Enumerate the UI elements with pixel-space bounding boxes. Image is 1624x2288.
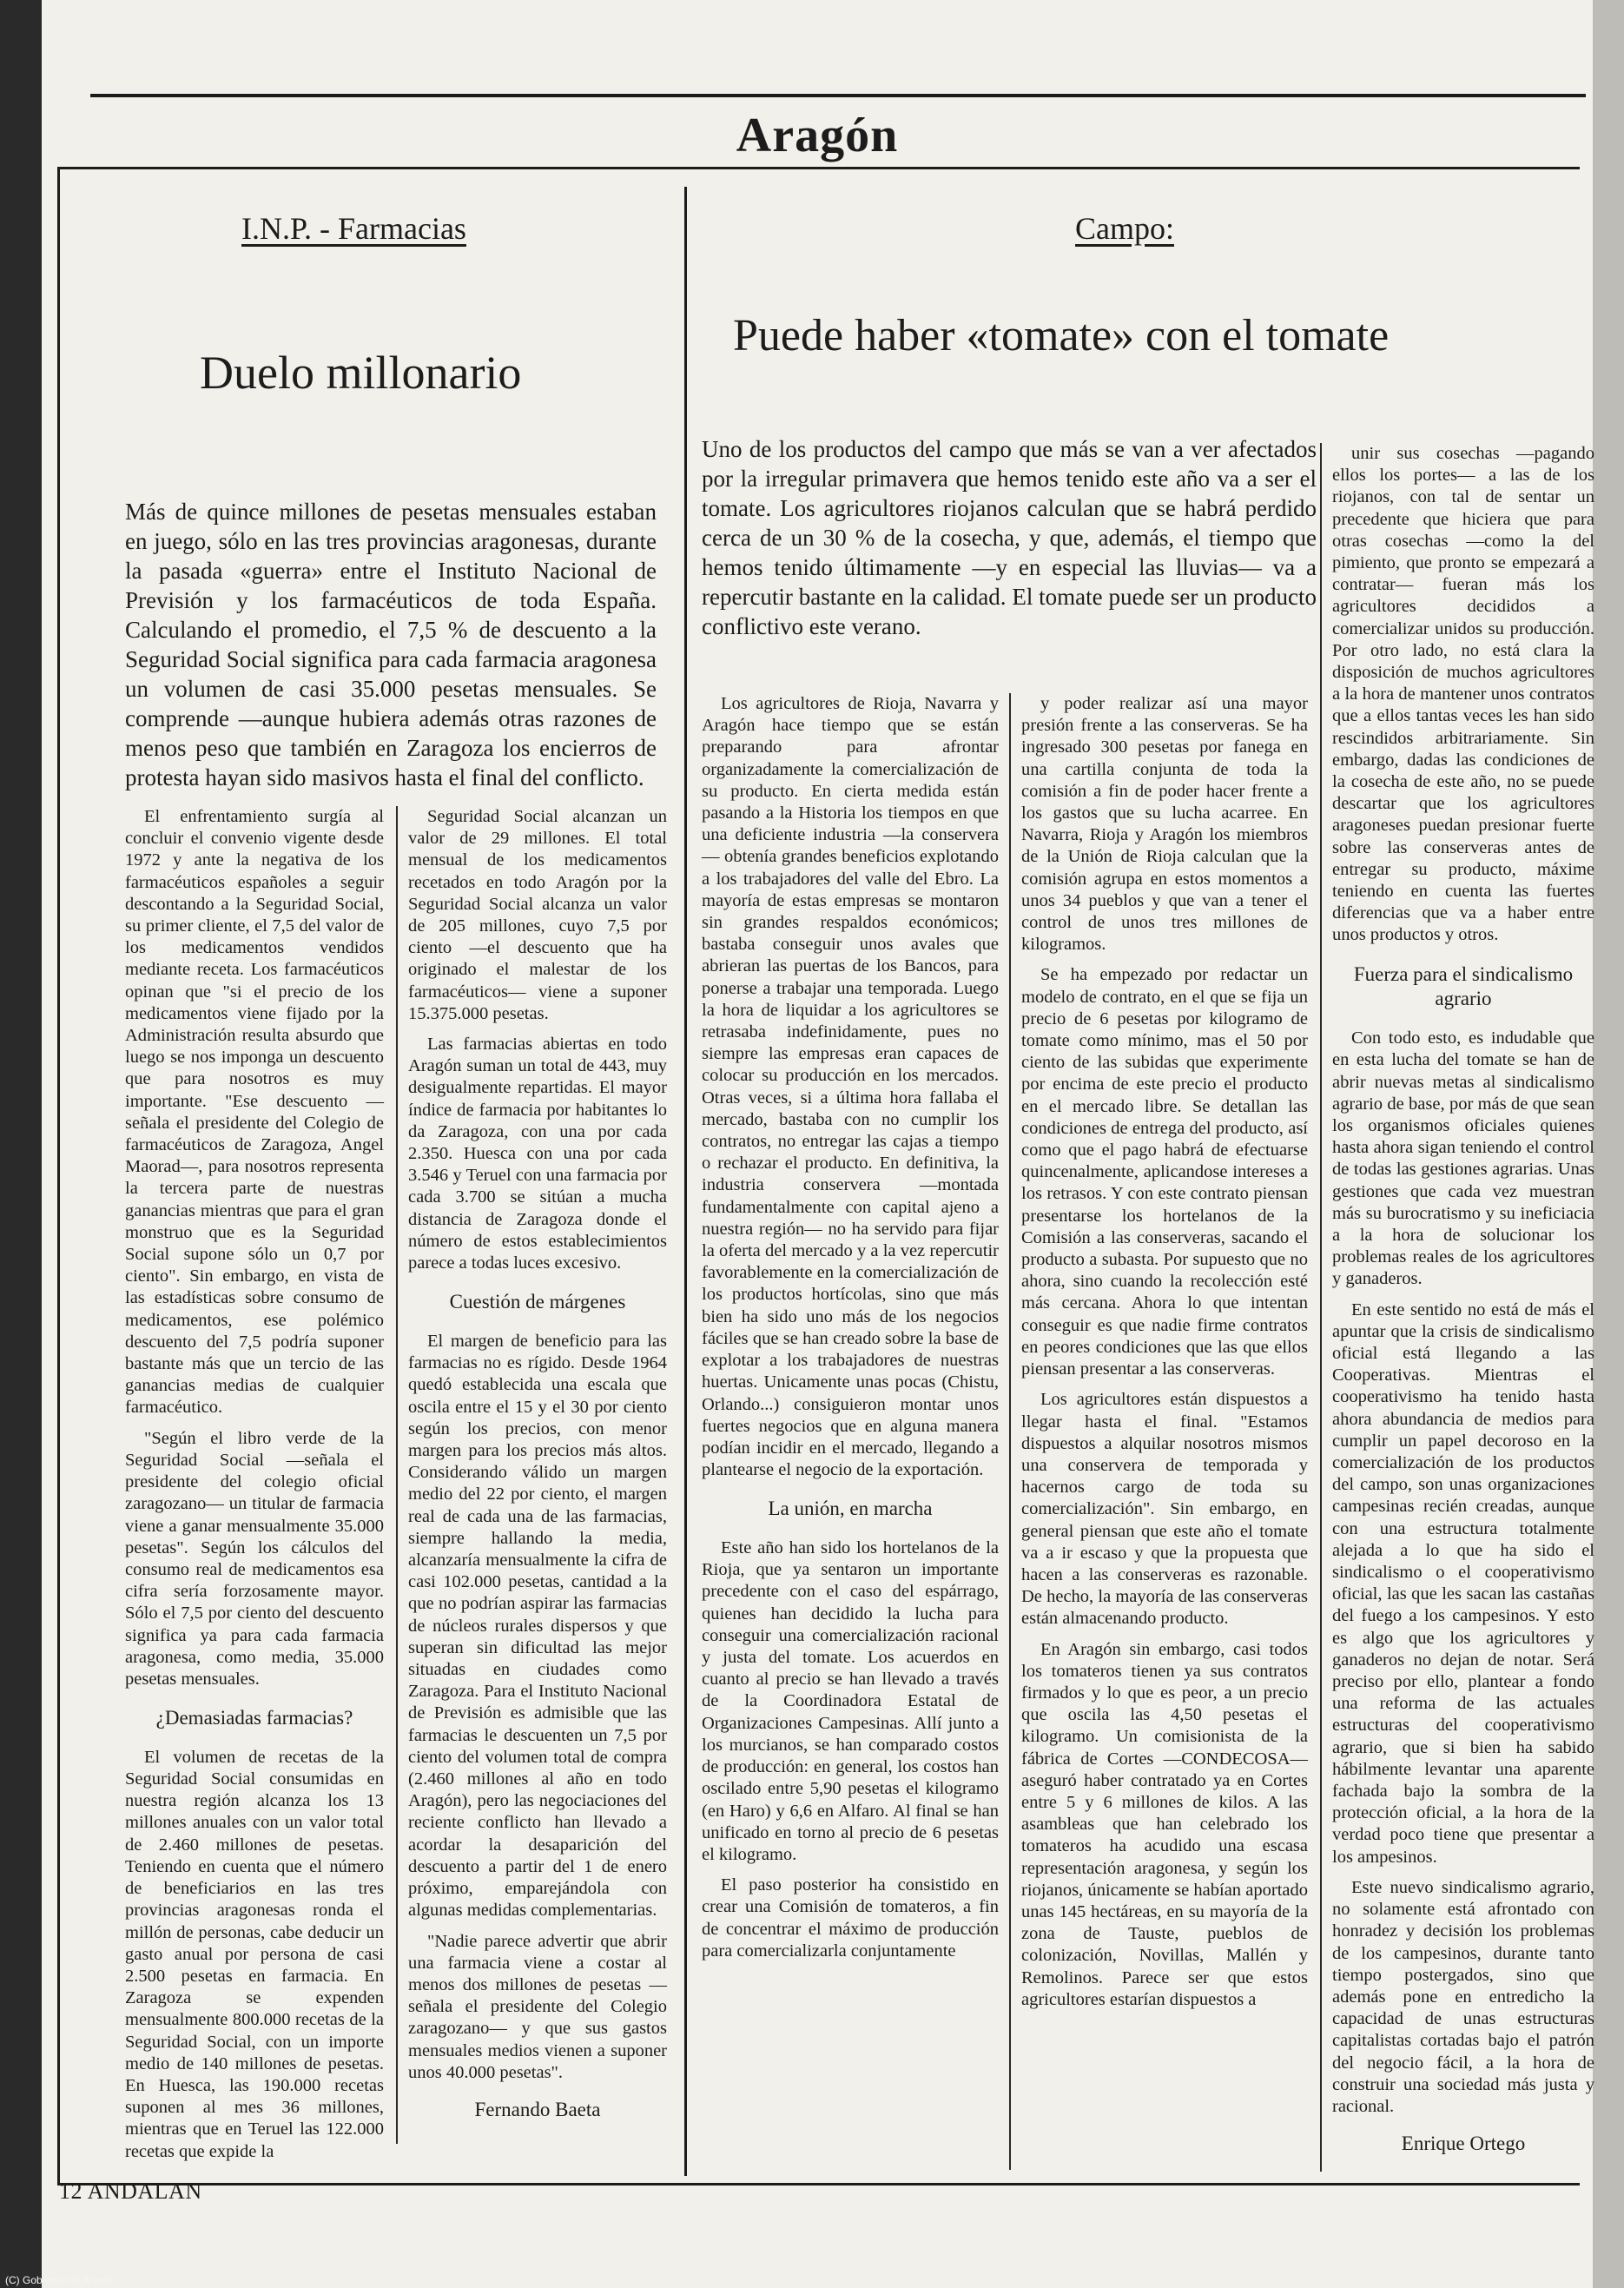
paragraph: "Nadie parece advertir que abrir una farmacia viene a costar al menos dos millones de pesetas —señala el presidente del Colegio zaragozano— y que sus gastos mensuales medios vienen a suponer unos 40.000 pesetas". (408, 1931, 667, 2082)
paragraph: Se ha empezado por redactar un modelo de contrato, en el que se fija un precio de 6 pesetas por kilogramo de tomate como mínimo, mas el 50 por ciento de las subidas que experimente por encima de este precio el producto en el mercado libre. Se detallan las condiciones de entrega del producto, así como que el pago habrá de efectuarse quincenalmente, aplicandose intereses a los retrasos. Y con este contrato piensan presentarse los hortelanos de la Comisión a las conserveras, sacando el producto a subasta. Por supuesto que no ahora, sino cuando la recolección esté más cercana. Ahora lo que intentan conseguir es que nadie firme contratos en peores condiciones que las que ellos piensan presentar a las conserveras. (1021, 965, 1308, 1379)
right-lead: Uno de los productos del campo que más se van a ver afectados por la irregular primavera que hemos tenido este año va a ser el tomate. Los agricultores riojanos calculan que se habrá perdido cerca de un 30 % de la cosecha, y que, además, el tiempo que hemos tenido últimamente —y en especial las lluvias— va a repercutir bastante en la calidad. El tomate puede ser un producto conflictivo este verano. (702, 436, 1317, 640)
paragraph: Este nuevo sindicalismo agrario, no solamente está afrontado con honradez y decisión los problemas de los campesinos, durante tanto tiempo postergados, sino que además pone en entredicho la capacidad de unas estructuras capitalistas cortadas bajo el patrón del negocio fácil, a la hora de construir una sociedad más justa y racional. (1332, 1877, 1594, 2116)
paragraph: y poder realizar así una mayor presión frente a las conserveras. Se ha ingresado 300 pesetas por fanega en una cartilla conjunta de toda la comisión a fin de poder hacer frente a los gastos que su lucha acarree. En Navarra, Rioja y Aragón los miembros de la Unión de Rioja calculan que la comisión agrupa en estos momentos a unos 34 pueblos y que van a tener el control de unos tres millones de kilogramos. (1021, 694, 1308, 955)
right-column-3 (1332, 443, 1594, 2156)
paragraph: Los agricultores de Rioja, Navarra y Aragón hace tiempo que se están preparando para afrontar organizadamente la comercialización de su producto. En cierta medida están pasando a la Historia los tiempos en que una deficiente industria —la conservera— obtenía grandes beneficios explotando a los trabajadores del valle del Ebro. La mayoría de estas empresas se montaron sin grandes respaldos económicos; bastaba conseguir unos avales que abrieran las puertas de los Bancos, para ponerse a trabajar una temporada. Luego la hora de liquidar a los agricultores se retrasaba indefinidamente, pues no siempre las empresas eran capaces de colocar su producción en los mercados. Otras veces, si a última hora fallaba el mercado, bastaba con no cumplir los contratos, no entregar las cajas a tiempo o rechazar el producto. En definitiva, la industria conservera —montada fundamentalmente con capital ajeno a nuestra región— no ha servido para fijar la oferta del mercado y a la vez repercutir favorablemente en la comercialización de los productos hortícolas, sino que más bien ha sido uno más de los negocios fáciles que se han creado sobre la base de explotar a los trabajadores de nuestras huertas. Unicamente unas pocas (Chistu, Orlando...) consiguieron montar unos fuertes negocios que en alguna manera podían incidir en el mercado, llegando a plantearse el negocio de la exportación. (702, 694, 999, 1480)
left-subhead-1: ¿Demasiadas farmacias? (155, 1707, 353, 1729)
left-headline: Duelo millonario (200, 347, 522, 399)
left-subhead-2: Cuestión de márgenes (449, 1291, 626, 1313)
article-divider (684, 187, 687, 2176)
paragraph: Las farmacias abiertas en todo Aragón suman un total de 443, muy desigualmente repartidas. El mayor índice de farmacia por habitantes lo da Zaragoza, con una por cada 2.350. Huesca con una por cada 3.546 y Teruel con una farmacia por cada 3.700 se sitúan a mucha distancia de Zaragoza donde el número de estos establecimientos parece a todas luces excesivo. (408, 1035, 667, 1273)
page-footer: 12 ANDALAN (59, 2179, 202, 2204)
left-kicker: I.N.P. - Farmacias (241, 211, 466, 246)
right-column-divider-1 (1009, 693, 1011, 2170)
paragraph: En este sentido no está de más el apuntar que la crisis de sindicalismo oficial está llegando a las Cooperativas. Mientras el cooperativismo ha tenido hasta ahora abundancia de medios para cumplir un papel decoroso en la comercialización de los productos del campo, son unas organizaciones campesinas recién creadas, aunque con una estructura totalmente alejada a lo que ha sido el sindicalismo o el cooperativismo oficial, las que les sacan las castañas del fuego a los campesinos. Y esto es algo que los agricultores y ganaderos no dejan de notar. Será preciso por ello, plantear a fondo una reforma de las actuales estructuras del cooperativismo agrario, que si bien ha sabido hábilmente levantar una aparente fachada bajo la sombra de la protección oficial, a la hora de la verdad poco tiene que presentar a los ampesinos. (1332, 1299, 1594, 1867)
right-column-1 (702, 693, 999, 1962)
paragraph: El enfrentamiento surgía al concluir el convenio vigente desde 1972 y ante la negativa de los farmacéuticos españoles a seguir descontando a la Seguridad Social, su primer cliente, el 7,5 del valor de los medicamentos vendidos mediante receta. Los farmacéuticos opinan que "si el precio de los medicamentos viene fijado por la Administración resulta absurdo que luego se nos imponga un descuento que para nosotros es muy importante. "Ese descuento —señala el presidente del Colegio de farmacéuticos de Zaragoza, Angel Maorad—, para nosotros representa la tercera parte de nuestras ganancias mientras que para el gran monstruo que es la Seguridad Social supone sólo un 0,7 por ciento". Sin embargo, en vista de las estadísticas sobre consumo de medicamentos, ese polémico descuento del 7,5 podría suponer bastante más que un tercio de las ganancias medias de cualquier farmacéutico. (125, 807, 384, 1418)
right-kicker: Campo: (1075, 211, 1174, 246)
right-column-divider-2 (1320, 443, 1322, 2172)
paragraph: "Según el libro verde de la Seguridad Social —señala el presidente del colegio oficial zaragozano— un titular de farmacia viene a ganar mensualmente 35.000 pesetas". Según los cálculos del consumo real de medicamentos esa cifra sería forzosamente mayor. Sólo el 7,5 por ciento del descuento significa ya para cada farmacia aragonesa, como media, 35.000 pesetas mensuales. (125, 1428, 384, 1689)
left-column-1 (125, 806, 384, 2163)
paragraph: unir sus cosechas —pagando ellos los portes— a las de los riojanos, con tal de sentar un precedente que hiciera que para otras cosechas —como la del pimiento, que pronto se empezará a contratar— fueran más los agricultores decididos a comercializar unidos su producción. Por otro lado, no está clara la disposición de muchos agricultores a la hora de mantener unos contratos que a ellos tantas veces les han sido rescindidos arbitrariamente. Sin embargo, dadas las condiciones de la cosecha de este año, no se puede descartar que los agricultores aragoneses puedan presionar fuerte sobre las conserveras antes de entregar su producto, máxime teniendo en cuenta las fuertes diferencias que va a haber entre unos productos y otros. (1332, 444, 1594, 945)
scan-left-edge (0, 0, 42, 2288)
paragraph: El margen de beneficio para las farmacias no es rígido. Desde 1964 quedó establecida una escala que oscila entre el 15 y el 30 por ciento según los precios, con menor margen para los precios más altos. Considerando válido un margen medio del 22 por ciento, el margen real de cada una de las farmacias, siempre hallando la media, alcanzaría mensualmente la cifra de casi 102.000 pesetas, cantidad a la que no podrían aspirar las farmacias de núcleos rurales dispersos y que superan sin dificultad las mejor situadas en ciudades como Zaragoza. Para el Instituto Nacional de Previsión es admisible que las farmacias le descuenten un 7,5 por ciento del volumen total de compra (2.460 millones al año en todo Aragón), pero las negociaciones del reciente conflicto han llevado a acordar la desaparición del descuento a partir del 1 de enero próximo, emparejándola con algunas medidas complementarias. (408, 1332, 667, 1921)
left-author: Fernando Baeta (474, 2098, 601, 2120)
right-headline: Puede haber «tomate» con el tomate (733, 311, 1390, 360)
right-author: Enrique Ortego (1401, 2133, 1526, 2155)
paragraph: Con todo esto, es indudable que en esta lucha del tomate se han de abrir nuevas metas al sindicalismo agrario de base, por más de que sean los organismos oficiales quienes hasta ahora sigan teniendo el control de todas las gestiones agrarias. Unas gestiones que cada vez muestran más su burocratismo y su ineficiacia a la hora de solucionar los problemas reales de los agricultores y ganaderos. (1332, 1028, 1594, 1289)
paragraph: El volumen de recetas de la Seguridad Social consumidas en nuestra región alcanza los 13 millones anuales con un valor total de 2.460 millones de pesetas. Teniendo en cuenta que el número de beneficiarios en las tres provincias aragonesas ronda el millón de personas, cabe deducir un gasto anual por persona de casi 2.500 pesetas en farmacia. En Zaragoza se expenden mensualmente 800.000 recetas de la Seguridad Social, con un importe medio de 140 millones de pesetas. En Huesca, las 190.000 recetas suponen al mes 36 millones, mientras que en Teruel las 122.000 recetas que expide la (125, 1747, 384, 2161)
newspaper-page (42, 0, 1593, 2288)
left-lead: Más de quince millones de pesetas mensuales estaban en juego, sólo en las tres provincias aragonesas, durante la pasada «guerra» entre el Instituto Nacional de Previsión y los farmacéuticos de toda España. Calculando el promedio, el 7,5 % de descuento a la Seguridad Social significa para cada farmacia aragonesa un volumen de casi 35.000 pesetas mensuales. Se comprende —aunque hubiera además otras razones de menos peso que también en Zaragoza los encierros de protesta hayan sido masivos hasta el final del conflicto. (125, 499, 657, 791)
paragraph: El paso posterior ha consistido en crear una Comisión de tomateros, a fin de concentrar el máximo de producción para comercializarla conjuntamente (702, 1875, 999, 1961)
paragraph: Seguridad Social alcanzan un valor de 29 millones. El total mensual de los medicamentos recetados en todo Aragón por la Seguridad Social alcanza un valor de 205 millones, cuyo 7,5 por ciento —el descuento que ha originado el malestar de los farmacéuticos— viene a suponer 15.375.000 pesetas. (408, 807, 667, 1023)
scan-credit: (C) Gobierno de Aragón (5, 2274, 116, 2286)
scan-right-edge (1593, 0, 1624, 2288)
right-subhead-2: Fuerza para el sindicalismo agrario (1353, 962, 1574, 1010)
right-subhead-1: La unión, en marcha (768, 1498, 933, 1520)
right-column-2 (1021, 693, 1308, 2011)
paragraph: Los agricultores están dispuestos a llegar hasta el final. "Estamos dispuestos a alquilar nosotros mismos una conservera de temporada y hacernos cargo de toda su comercialización". Sin embargo, en general piensan que este año el tomate va a ir escaso y que la propuesta que hacen a las conserveras es razonable. De hecho, la mayoría de las conserveras están almacenando producto. (1021, 1390, 1308, 1629)
paragraph: Este año han sido los hortelanos de la Rioja, que ya sentaron un importante precedente con el caso del espárrago, quienes han decidido la lucha para conseguir una comercialización racional y justa del tomate. Los acuerdos en cuanto al precio se han llevado a través de la Coordinadora Estatal de Organizaciones Campesinas. Allí junto a los murcianos, se han comparado costos de producción: en general, los costos han oscilado entre 5,90 pesetas el kilogramo (en Haro) y 6,6 en Alfaro. Al final se han unificado en torno al precio de 6 pesetas el kilogramo. (702, 1538, 999, 1864)
left-column-divider (396, 806, 398, 2144)
top-rule (90, 94, 1586, 97)
left-column-2 (408, 806, 667, 2122)
paragraph: En Aragón sin embargo, casi todos los tomateros tienen ya sus contratos firmados y lo que es peor, a un precio que oscila las 4,50 pesetas el kilogramo. Un comisionista de la fábrica de Cortes —CONDECOSA— aseguró haber contratado ya en Cortes entre 5 y 6 millones de kilos. A las asambleas que han celebrado los tomateros ha acudido una escasa representación aragonesa, y según los riojanos, únicamente se habían aportado unas 145 hectáreas, en su mayoría de la zona de Tauste, pueblos de colonización, Novillas, Mallén y Remolinos. Parece ser que estos agricultores estarían dispuestos a (1021, 1639, 1308, 2009)
section-title: Aragón (736, 109, 899, 162)
